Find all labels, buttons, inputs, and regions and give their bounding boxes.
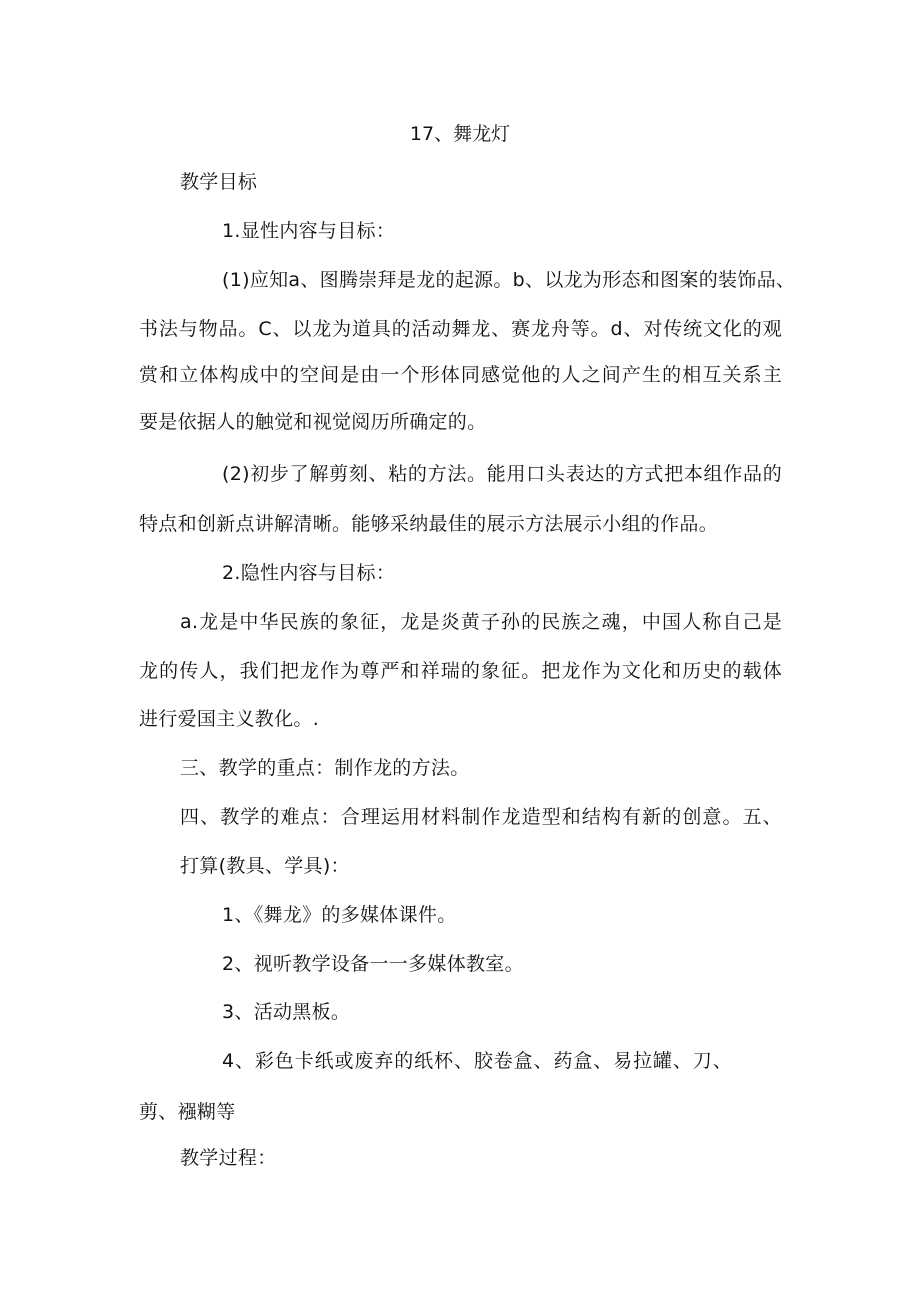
list-item: 3、活动黑板。 <box>222 1001 351 1023</box>
paragraph-line: 特点和创新点讲解清晰。能够采纳最佳的展示方法展示小组的作品。 <box>139 513 719 535</box>
list-item: 1、《舞龙》的多媒体课件。 <box>222 904 457 926</box>
section-difficult-points: 四、教学的难点：合理运用材料制作龙造型和结构有新的创意。五、 <box>180 806 782 828</box>
paragraph-line: 进行爱国主义教化。. <box>139 708 320 730</box>
list-item: 4、彩色卡纸或废弃的纸杯、胶卷盒、药盒、易拉罐、刀、 <box>222 1050 732 1072</box>
list-item-continuation: 剪、襁糊等 <box>139 1101 236 1123</box>
section-key-points: 三、教学的重点：制作龙的方法。 <box>180 757 470 779</box>
paragraph-line: a.龙是中华民族的象征，龙是炎黄子孙的民族之魂，中国人称自己是 <box>180 611 782 633</box>
paragraph-line: 龙的传人，我们把龙作为尊严和祥瑞的象征。把龙作为文化和历史的载体 <box>139 660 782 682</box>
section-preparation: 打算(教具、学具)： <box>180 855 350 877</box>
heading-teaching-process: 教学过程： <box>180 1147 277 1169</box>
list-item: 2、视听教学设备一一多媒体教室。 <box>222 953 524 975</box>
document-title: 17、舞龙灯 <box>409 123 511 145</box>
paragraph-line: (1)应知a、图腾崇拜是龙的起源。b、以龙为形态和图案的装饰品、 <box>222 269 796 291</box>
subheading-explicit-content: 1.显性内容与目标： <box>222 220 396 242</box>
paragraph-line: 赏和立体构成中的空间是由一个形体同感觉他的人之间产生的相互关系主 <box>139 364 782 386</box>
paragraph-line: 要是依据人的触觉和视觉阅历所确定的。 <box>139 411 487 433</box>
subheading-implicit-content: 2.隐性内容与目标： <box>222 562 396 584</box>
heading-teaching-goals: 教学目标 <box>180 171 258 193</box>
paragraph-line: (2)初步了解剪刻、粘的方法。能用口头表达的方式把本组作品的 <box>222 463 782 485</box>
paragraph-line: 书法与物品。C、以龙为道具的活动舞龙、赛龙舟等。d、对传统文化的观 <box>139 318 782 340</box>
